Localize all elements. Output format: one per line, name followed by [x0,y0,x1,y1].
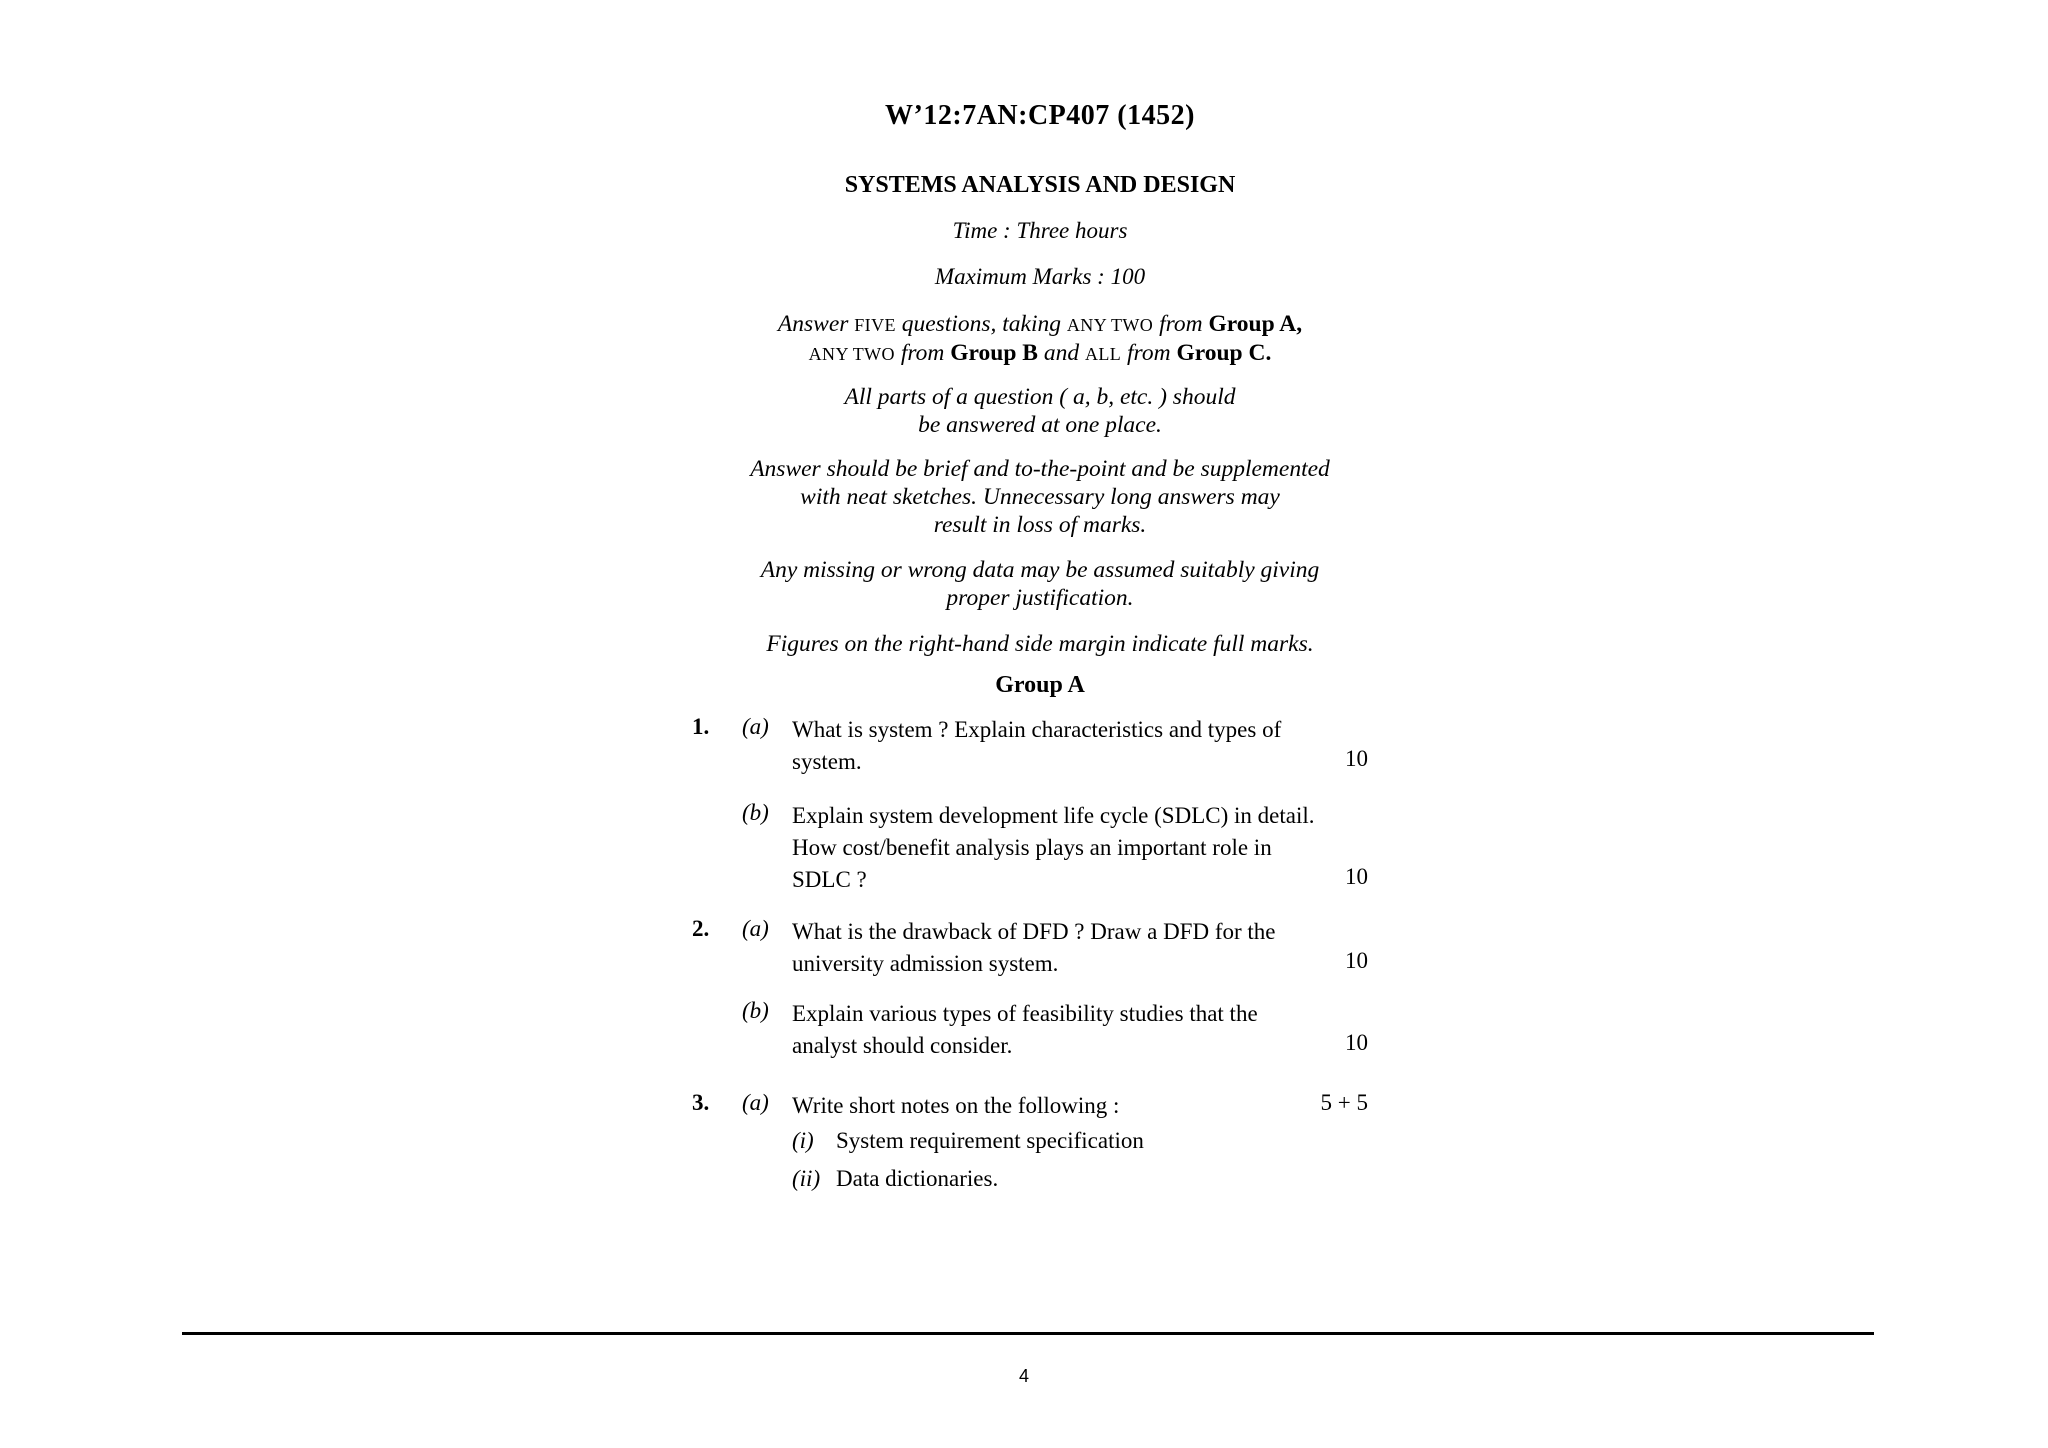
group-a-heading: Group A [995,672,1085,698]
paper-code: W’12:7AN:CP407 (1452) [885,100,1195,131]
question-3a-item-ii: (ii) Data dictionaries. [792,1166,999,1191]
question-3a-item-i: (i) System requirement specification [792,1128,1144,1153]
question-1b-label: (b) [742,800,769,825]
question-3a-text: Write short notes on the following : [792,1093,1120,1118]
instruction-answer-line-1: Answer FIVE questions, taking ANY TWO from Group A, [777,311,1303,337]
footer-rule [182,1332,1874,1335]
question-2a-marks: 10 [1345,948,1368,973]
instruction-answer-line-2: ANY TWO from Group B and ALL from Group C. [808,340,1272,366]
instruction-answer-five [680,310,1400,368]
maximum-marks: Maximum Marks : 100 [934,264,1146,289]
subject-title: SYSTEMS ANALYSIS AND DESIGN [844,172,1236,198]
question-2a-text: What is the drawback of DFD ? Draw a DFD for the university admission system. [792,919,1276,976]
question-1a-text: What is system ? Explain characteristics and types of system. [792,717,1282,774]
question-1a-label: (a) [742,714,769,739]
question-1b-text: Explain system development life cycle (SDLC) in detail. How cost/benefit analysis plays an important role in SDLC ? [792,803,1315,892]
question-3-number: 3. [692,1090,710,1115]
question-2b-marks: 10 [1345,1030,1368,1055]
instruction-parts: All parts of a question ( a, b, etc. ) should be answered at one place. [844,384,1236,438]
question-2b-label: (b) [742,998,769,1023]
instruction-figures: Figures on the right-hand side margin indicate full marks. [766,631,1314,657]
question-3a-marks: 5 + 5 [1320,1090,1368,1115]
instruction-brief: Answer should be brief and to-the-point and be supplemented with neat sketches. Unnecessary long answers may result in loss of marks. [750,456,1330,538]
question-3a-label: (a) [742,1090,769,1115]
question-2b-text: Explain various types of feasibility studies that the analyst should consider. [792,1001,1258,1058]
question-1a-marks: 10 [1345,746,1368,771]
question-2a-label: (a) [742,916,769,941]
instruction-missing-data: Any missing or wrong data may be assumed suitably giving proper justification. [760,557,1320,611]
question-1-number: 1. [692,714,710,739]
exam-time: Time : Three hours [952,218,1128,243]
question-2-number: 2. [692,916,710,941]
question-1b-marks: 10 [1345,864,1368,889]
page-number: 4 [1018,1366,1029,1386]
